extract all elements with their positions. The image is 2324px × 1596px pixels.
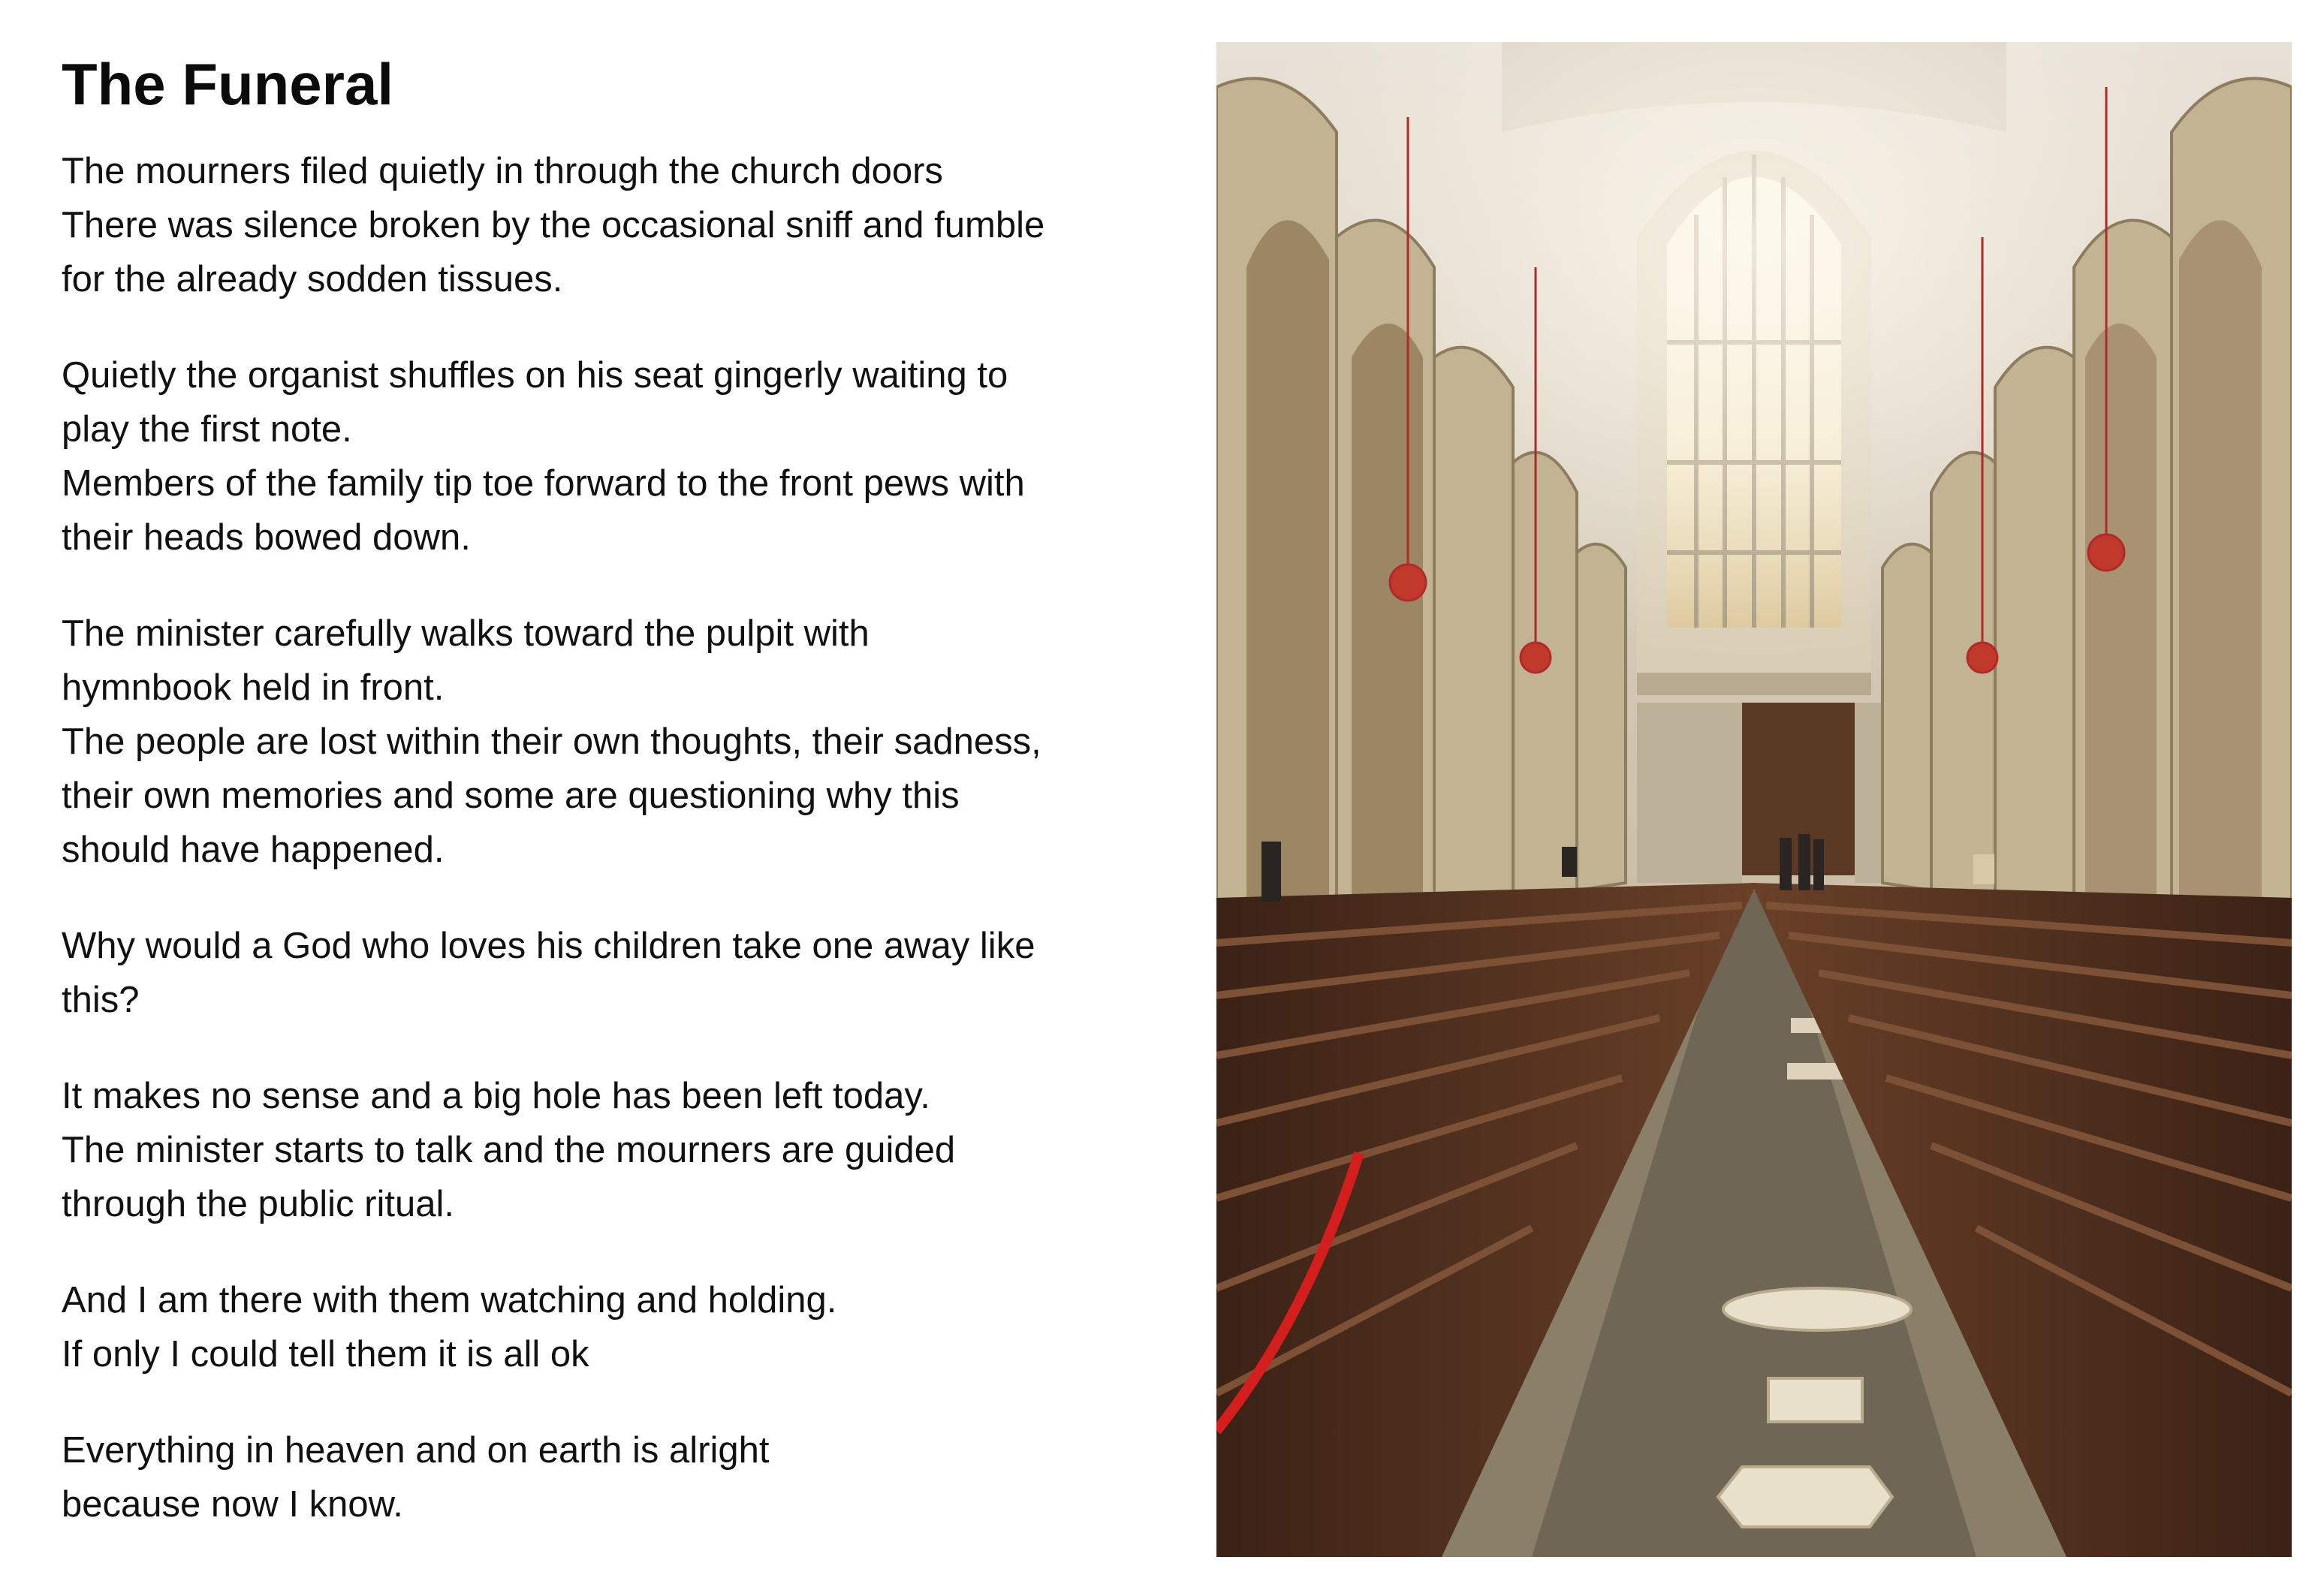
poem-line: If only I could tell them it is all ok	[62, 1333, 589, 1375]
poem	[62, 53, 1188, 1573]
poem-line: Everything in heaven and on earth is alright	[62, 1429, 770, 1471]
poem-line: The people are lost within their own thoughts, their sadness,	[62, 721, 1041, 762]
poem-line: hymnbook held in front.	[62, 667, 445, 708]
stanza-4	[62, 919, 1188, 1027]
poem-line: It makes no sense and a big hole has been left today.	[62, 1075, 930, 1116]
poem-line: There was silence broken by the occasional sniff and fumble	[62, 204, 1045, 245]
poem-line: through the public ritual.	[62, 1183, 454, 1224]
stanza-3	[62, 607, 1188, 877]
stanza-2	[62, 348, 1188, 565]
poem-line: this?	[62, 979, 140, 1020]
poem-line: for the already sodden tissues.	[62, 258, 563, 300]
poem-line: Members of the family tip toe forward to the front pews with	[62, 462, 1025, 504]
poem-line: their heads bowed down.	[62, 516, 471, 558]
poem-line: And I am there with them watching and holding.	[62, 1279, 837, 1320]
poem-line: their own memories and some are questioning why this	[62, 775, 960, 816]
poem-line: The mourners filed quietly in through the church doors	[62, 150, 943, 191]
poem-line: because now I know.	[62, 1483, 403, 1525]
poem-line: The minister starts to talk and the mourners are guided	[62, 1129, 956, 1170]
poem-line: should have happened.	[62, 829, 445, 870]
poem-line: Why would a God who loves his children take one away like	[62, 925, 1035, 966]
stanza-5	[62, 1069, 1188, 1231]
stanza-6	[62, 1273, 1188, 1381]
poem-line: play the first note.	[62, 408, 352, 450]
stanza-7	[62, 1423, 1188, 1531]
poem-title: The Funeral	[62, 51, 394, 117]
church-interior-photo	[1216, 42, 2292, 1557]
stanza-1	[62, 144, 1188, 306]
poem-line: The minister carefully walks toward the pulpit with	[62, 613, 870, 654]
poem-line: Quietly the organist shuffles on his seat gingerly waiting to	[62, 354, 1008, 396]
